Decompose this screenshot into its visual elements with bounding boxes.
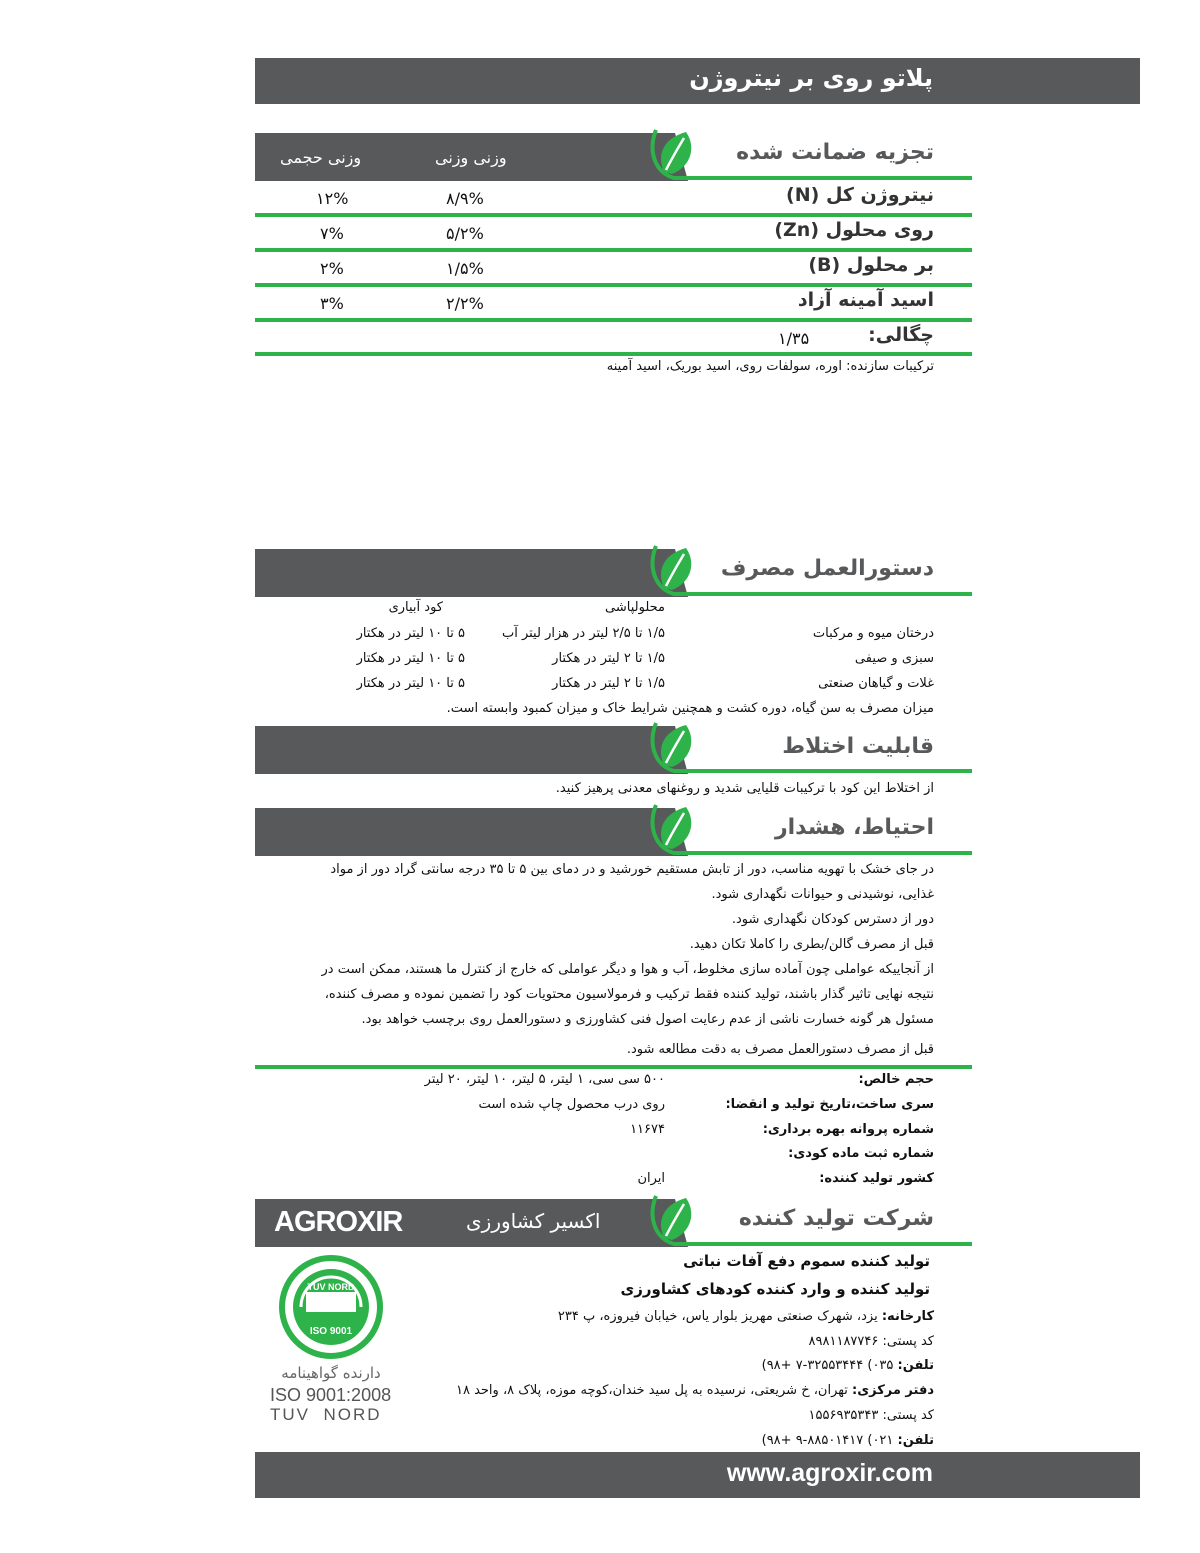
usage-col-spray: محلولپاشی [605,600,665,615]
warning-title-underline [700,851,972,855]
agroxir-logo: AGROXIR [274,1206,403,1238]
analysis-row-volume: ۲% [320,259,344,278]
usage-irrigation: ۵ تا ۱۰ لیتر در هکتار [356,626,465,641]
density-value: ۱/۳۵ [778,329,810,348]
leaf-icon [638,124,712,182]
badge-top-text: TUV NORD [307,1282,355,1292]
phone-factory-row [762,1358,934,1373]
usage-spray: ۱/۵ تا ۲ لیتر در هکتار [552,651,665,666]
warning-line: در جای خشک با تهویه مناسب، دور از تابش مستقیم خورشید و در دمای بین ۵ تا ۳۵ درجه سانتی گراد دور از مواد [330,862,934,877]
warning-title: احتیاط، هشدار [774,815,934,840]
producer-title: شرکت تولید کننده [738,1206,934,1231]
usage-irrigation: ۵ تا ۱۰ لیتر در هکتار [356,676,465,691]
analysis-row-volume: ۷% [320,224,344,243]
warning-header-bar [255,808,675,856]
factory-address: یزد، شهرک صنعتی مهریز بلوار یاس، خیابان فیروزه، پ ۲۳۴ [557,1309,878,1324]
row-divider [255,213,972,217]
producer-title-underline [700,1242,972,1246]
postal-code-factory: کد پستی: ۸۹۸۱۱۸۷۷۴۶ [808,1334,934,1349]
office-address: تهران، خ شریعتی، نرسیده به پل سید خندان،کوچه موزه، پلاک ۸، واحد ۱۸ [455,1383,848,1398]
info-value: ایران [637,1171,665,1186]
composition-text: ترکیبات سازنده: اوره، سولفات روی، اسید بوریک، اسید آمینه [606,359,934,374]
info-divider [255,1065,972,1069]
warning-line: قبل از مصرف دستورالعمل مصرف به دقت مطالعه شود. [626,1042,934,1057]
info-label: سری ساخت،تاریخ تولید و انقضا: [725,1097,934,1112]
analysis-row-weight: ۲/۲% [446,294,484,313]
office-row [456,1383,934,1398]
info-value: روی درب محصول چاپ شده است [478,1097,665,1112]
badge-bottom-text: ISO 9001 [309,1326,353,1337]
usage-crop: درختان میوه و مرکبات [812,626,934,641]
usage-title: دستورالعمل مصرف [720,556,934,581]
analysis-row-label: اسید آمینه آزاد [797,289,934,311]
header-bar [255,58,1140,104]
info-label: حجم خالص: [858,1072,934,1087]
mixing-title-underline [700,769,972,773]
warning-line: قبل از مصرف گالن/بطری را کاملا تکان دهید. [689,937,934,952]
usage-spray: ۱/۵ تا ۲ لیتر در هکتار [552,676,665,691]
analysis-title-underline [700,176,972,180]
usage-crop: سبزی و صیفی [854,651,934,666]
usage-crop: غلات و گیاهان صنعتی [818,676,934,691]
warning-line: مسئول هر گونه خسارت ناشی از عدم رعایت اصول فنی کشاورزی و دستورالعمل روی برچسب خواهد بود. [361,1012,934,1027]
factory-label: کارخانه: [881,1309,934,1324]
col-header-volume: وزنی حجمی [280,148,362,167]
footer-bar [255,1452,1140,1498]
analysis-row-weight: ۸/۹% [446,189,484,208]
leaf-icon [638,799,712,857]
leaf-icon [638,540,712,598]
row-divider [255,318,972,322]
usage-spray: ۱/۵ تا ۲/۵ لیتر در هزار لیتر آب [501,626,665,641]
producer-line1: تولید کننده سموم دفع آفات نباتی [683,1252,930,1270]
row-divider [255,248,972,252]
analysis-row-weight: ۱/۵% [446,259,484,278]
phone-label: تلفن: [897,1358,934,1373]
analysis-row-volume: ۳% [320,294,344,313]
certificate-standard: ISO 9001:2008 [270,1385,392,1405]
row-divider [255,283,972,287]
usage-title-underline [700,592,972,596]
usage-col-irrigation: کود آبیاری [388,600,443,615]
usage-header-bar [255,549,675,597]
postal-code-office: کد پستی: ۱۵۵۶۹۳۵۳۴۳ [808,1408,934,1423]
mixing-header-bar [255,726,675,774]
page-title: پلاتو روی بر نیتروژن [689,64,933,92]
analysis-row-volume: ۱۲% [316,189,349,208]
warning-line: دور از دسترس کودکان نگهداری شود. [731,912,934,927]
warning-line: غذایی، نوشیدنی و حیوانات نگهداری شود. [711,887,934,902]
analysis-row-label: نیتروژن کل (N) [786,184,934,206]
warning-line: از آنجاییکه عواملی چون آماده سازی مخلوط، آب و هوا و دیگر عواملی که خارج از کنترل ما هستند، ممکن است در [321,962,934,977]
company-name-fa: اکسیر کشاورزی [466,1209,601,1233]
mixing-title: قابلیت اختلاط [782,734,934,759]
usage-irrigation: ۵ تا ۱۰ لیتر در هکتار [356,651,465,666]
leaf-icon [638,1190,712,1248]
analysis-row-label: روی محلول (Zn) [774,219,934,241]
info-label: شماره پروانه بهره برداری: [762,1122,934,1137]
analysis-row-label: بر محلول (B) [808,254,934,276]
analysis-row-weight: ۵/۲% [446,224,484,243]
info-label: کشور تولید کننده: [819,1171,934,1186]
col-header-weight: وزنی وزنی [435,148,507,167]
factory-row [558,1309,934,1324]
website-link[interactable]: www.agroxir.com [726,1459,933,1487]
warning-line: نتیجه نهایی تاثیر گذار باشند، تولید کننده فقط ترکیب و فرمولاسیون محتویات کود را تضمین نموده و مصرف کننده، [324,987,934,1002]
phone-office-row [762,1433,934,1448]
phone-office: ۰۲۱) ۸۸۵۰۱۴۱۷-۹ +۹۸) [761,1433,894,1448]
mixing-text: از اختلاط این کود با ترکیبات قلیایی شدید و روغنهای معدنی پرهیز کنید. [555,781,934,796]
phone-factory: ۰۳۵) ۳۲۵۵۳۴۴۴-۷ +۹۸) [761,1358,894,1373]
office-label: دفتر مرکزی: [852,1383,934,1398]
info-label: شماره ثبت ماده کودی: [788,1146,934,1161]
tuv-nord-badge [276,1255,386,1359]
usage-note: میزان مصرف به سن گیاه، دوره کشت و همچنین شرایط خاک و میزان کمبود وابسته است. [446,701,934,716]
info-value: ۵۰۰ سی سی، ۱ لیتر، ۵ لیتر، ۱۰ لیتر، ۲۰ لیتر [424,1072,665,1087]
leaf-icon [638,717,712,775]
phone-label: تلفن: [897,1433,934,1448]
producer-line2: تولید کننده و وارد کننده کودهای کشاورزی [620,1280,930,1298]
analysis-title: تجزیه ضمانت شده [736,140,934,165]
row-divider [255,352,972,356]
certificate-holder: دارنده گواهینامه [281,1364,381,1382]
certificate-body: TUV NORD [270,1405,382,1424]
info-value: ۱۱۶۷۴ [630,1122,665,1137]
density-label: چگالی: [868,324,934,346]
